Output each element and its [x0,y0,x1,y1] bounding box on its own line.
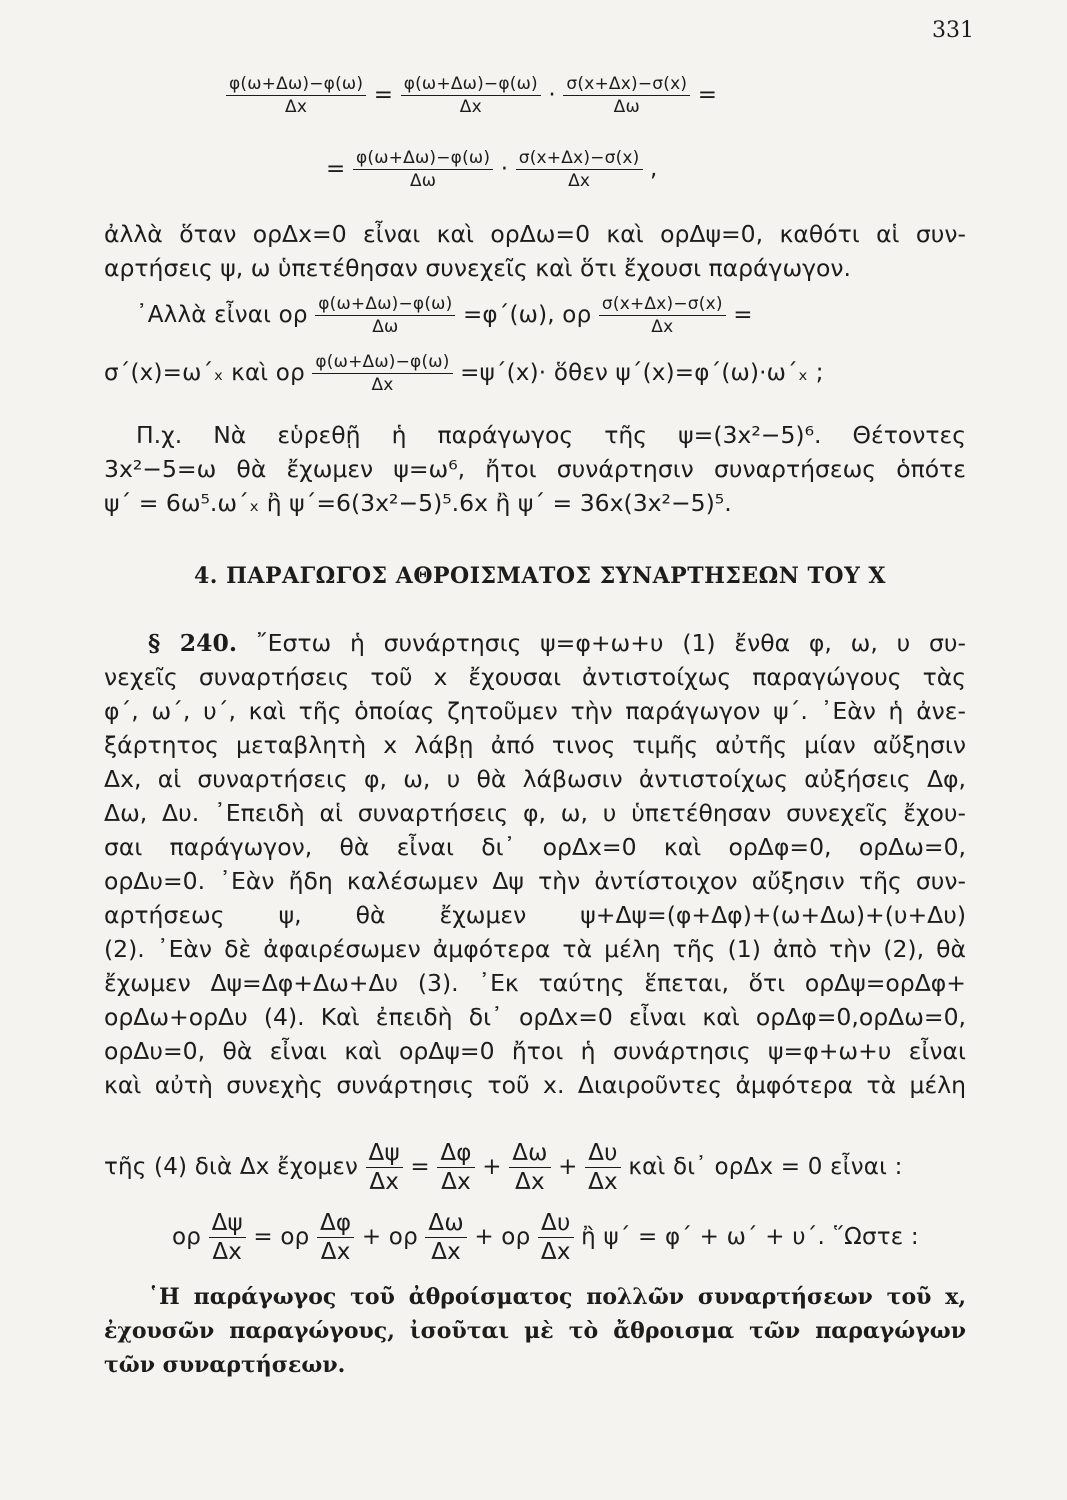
equation-3: ᾿Αλλὰ εἶναι ορ $\frac{\varphi(\omega+\Delta\omega)-\varphi(\omega)}{\Delta\omega}$ =φ΄(ω), ορ $\frac{\sigma(x+\Delta x)-\sigma(x)}{\Delta x}$ = [136,294,753,337]
fraction: $\frac{\varphi(\omega+\Delta\omega)-\varphi(\omega)}{\Delta x}$ [312,352,452,395]
fraction: $\frac{\Delta\psi}{\Delta x}$ [209,1210,246,1265]
fraction: $\frac{\varphi(\omega+\Delta\omega)-\varphi(\omega)}{\Delta x}$ [401,74,541,117]
paragraph-section-240: § 240. ῎Εστω ἡ συνάρτησις ψ=φ+ω+υ (1) ἔνθα φ, ω, υ συ- νεχεῖς συναρτήσεις τοῦ x ἔχουσαι ἀντιστοίχως παραγώγους τὰς φ΄, ω΄, υ΄, καὶ τῆς ὁποίας ζητοῦμεν τὴν παράγωγον ψ΄. ᾿Εὰν ἡ ἀνε- ξάρτητος μεταβλητὴ x λάβῃ ἀπό τινος τιμῆς αὐτῆς μίαν αὔξησιν Δx, αἱ συναρτήσεις φ, ω, υ θὰ λάβωσιν ἀντιστοίχως αὐξήσεις Δφ, Δω, Δυ. ᾿Επειδὴ αἱ συναρτήσεις φ, ω, υ ὑπετέθησαν συνεχεῖς ἔχου- σαι παράγωγον, θὰ εἶναι δι᾿ ορΔx=0 καὶ ορΔφ=0, ορΔω=0, ορΔυ=0. ᾿Εὰν ἤδη καλέσωμεν Δψ τὴν ἀντίστοιχον αὔξησιν τῆς συν- αρτήσεως ψ, θὰ ἔχωμεν ψ+Δψ=(φ+Δφ)+(ω+Δω)+(υ+Δυ) (2). ᾿Εὰν δὲ ἀφαιρέσωμεν ἀμφότερα τὰ μέλη τῆς (1) ἀπὸ τὴν (2), θὰ ἔχωμεν Δψ=Δφ+Δω+Δυ (3). ᾿Εκ ταύτης ἕπεται, ὅτι ορΔψ=ορΔφ+ ορΔω+ορΔυ (4). Καὶ ἐπειδὴ δι᾿ ορΔx=0 εἶναι καὶ ορΔφ=0,ορΔω=0, ορΔυ=0, θὰ εἶναι καὶ ορΔψ=0 ἤτοι ἡ συνάρτησις ψ=φ+ω+υ εἶναι καὶ αὐτὴ συνεχὴς συνάρτησις τοῦ x. Διαιροῦντες ἀμφότερα τὰ μέλη [104,629,966,1099]
paragraph-example: Π.χ. Νὰ εὑρεθῇ ἡ παράγωγος τῆς ψ=(3x²−5)⁶. Θέτοντες [136,421,966,449]
fraction: $\frac{\Delta\varphi}{\Delta x}$ [317,1210,354,1265]
equation-2: = $\frac{\varphi(\omega+\Delta\omega)-\varphi(\omega)}{\Delta\omega}$ · $\frac{\sigma(x+\Delta x)-\sigma(x)}{\Delta x}$ , [326,148,658,191]
fraction: $\frac{\Delta\upsilon}{\Delta x}$ [538,1210,574,1265]
fraction: $\frac{\varphi(\omega+\Delta\omega)-\varphi(\omega)}{\Delta x}$ [226,74,366,117]
fraction: $\frac{\sigma(x+\Delta x)-\sigma(x)}{\Delta x}$ [516,148,643,191]
fraction: $\frac{\Delta\varphi}{\Delta x}$ [437,1140,474,1195]
fraction: $\frac{\sigma(x+\Delta x)-\sigma(x)}{\Delta x}$ [599,294,726,337]
page-number: 331 [932,18,974,43]
conclusion-statement: ῾Η παράγωγος τοῦ ἀθροίσματος πολλῶν συναρτήσεων τοῦ x, ἐχουσῶν παραγώγους, ἰσοῦται μὲ τὸ ἄθροισμα τῶν παραγώγων τῶν συναρτήσεων. [104,1284,966,1378]
fraction: $\frac{\varphi(\omega+\Delta\omega)-\varphi(\omega)}{\Delta\omega}$ [353,148,493,191]
paragraph-example-cont: 3x²−5=ω θὰ ἔχωμεν ψ=ω⁶, ἤτοι συνάρτησιν συναρτήσεως ὁπότε ψ΄ = 6ω⁵.ω΄ₓ ἢ ψ΄=6(3x²−5)⁵.6x ἢ ψ΄ = 36x(3x²−5)⁵. [104,455,966,517]
fraction: $\frac{\Delta\omega}{\Delta x}$ [425,1210,466,1265]
fraction: $\frac{\Delta\upsilon}{\Delta x}$ [585,1140,621,1195]
fraction: $\frac{\sigma(x+\Delta x)-\sigma(x)}{\Delta\omega}$ [563,74,690,117]
equation-6: ορ $\frac{\Delta\psi}{\Delta x}$ = ορ $\frac{\Delta\varphi}{\Delta x}$ + ορ $\frac{\Delta\omega}{\Delta x}$ + ορ $\frac{\Delta\upsilon}{\Delta x}$ ἢ ψ΄ = φ΄ + ω΄ + υ΄. ῞Ωστε : [172,1210,919,1265]
fraction: $\frac{\varphi(\omega+\Delta\omega)-\varphi(\omega)}{\Delta\omega}$ [315,294,455,337]
fraction: $\frac{\Delta\psi}{\Delta x}$ [366,1140,403,1195]
paragraph-continuity: ἀλλὰ ὅταν ορΔx=0 εἶναι καὶ ορΔω=0 καὶ ορΔψ=0, καθότι αἱ συν- αρτήσεις ψ, ω ὑπετέθησαν συνεχεῖς καὶ ὅτι ἔχουσι παράγωγον. [104,220,966,282]
section-label: § 240. [148,629,238,657]
equation-5: τῆς (4) διὰ Δx ἔχομεν $\frac{\Delta\psi}{\Delta x}$ = $\frac{\Delta\varphi}{\Delta x}$ + $\frac{\Delta\omega}{\Delta x}$ + $\frac{\Delta\upsilon}{\Delta x}$ καὶ δι᾿ ορΔx = 0 εἶναι : [104,1140,903,1195]
section-heading: 4. ΠΑΡΑΓΩΓΟΣ ΑΘΡΟΙΣΜΑΤΟΣ ΣΥΝΑΡΤΗΣΕΩΝ ΤΟΥ X [193,563,887,589]
fraction: $\frac{\Delta\omega}{\Delta x}$ [509,1140,550,1195]
equation-4: σ΄(x)=ω΄ₓ καὶ ορ $\frac{\varphi(\omega+\Delta\omega)-\varphi(\omega)}{\Delta x}$ =ψ΄(x)· ὅθεν ψ΄(x)=φ΄(ω)·ω΄ₓ ; [104,352,824,395]
equation-1: $\frac{\varphi(\omega+\Delta\omega)-\varphi(\omega)}{\Delta x}$ = $\frac{\varphi(\omega+\Delta\omega)-\varphi(\omega)}{\Delta x}$ · $\frac{\sigma(x+\Delta x)-\sigma(x)}{\Delta\omega}$ = [226,74,717,117]
